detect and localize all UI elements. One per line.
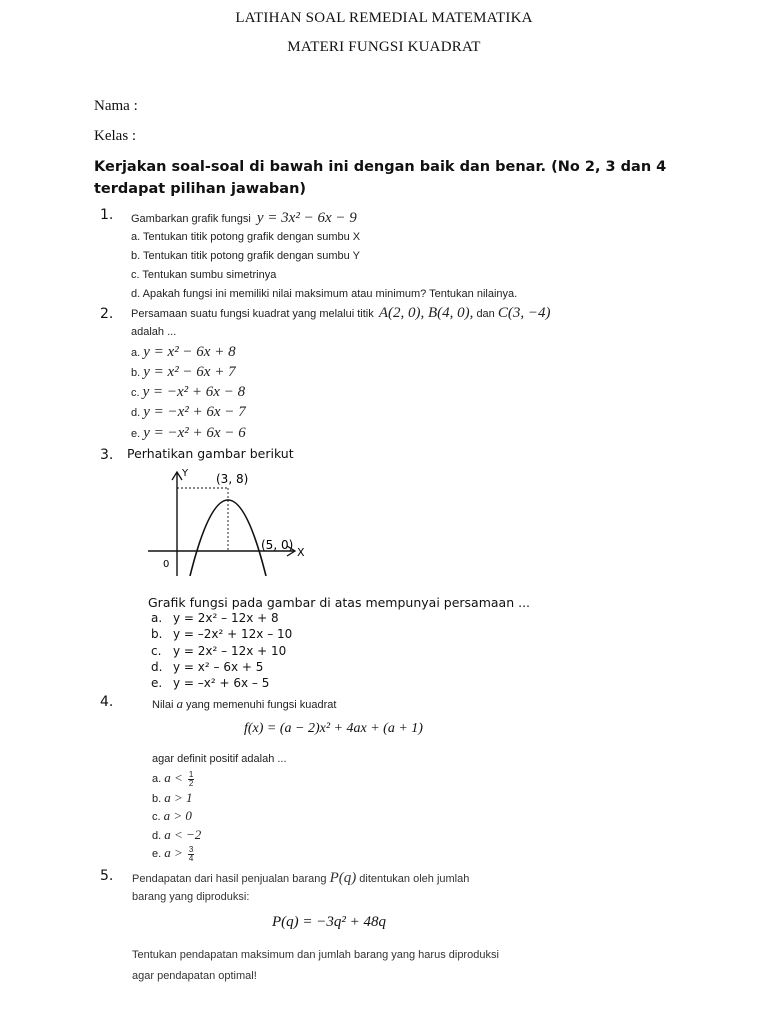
option-d: d. y = x² – 6x + 5 bbox=[151, 660, 264, 674]
option-c: c. y = −x² + 6x − 8 bbox=[131, 384, 246, 400]
option-e: e. y = −x² + 6x − 6 bbox=[131, 425, 246, 441]
origin-label: 0 bbox=[163, 559, 170, 570]
question-number: 1. bbox=[100, 207, 114, 223]
question-text: Persamaan suatu fungsi kuadrat yang melalui titik A(2, 0), B(4, 0), dan C(3, −4) bbox=[131, 305, 551, 321]
option-b: b. y = x² − 6x + 7 bbox=[131, 364, 236, 380]
question-text: Perhatikan gambar berikut bbox=[127, 446, 294, 461]
sub-item: b. Tentukan titik potong grafik dengan sumbu Y bbox=[131, 250, 360, 262]
question-number: 5. bbox=[100, 868, 114, 884]
option-c: c. y = 2x² – 12x + 10 bbox=[151, 644, 287, 658]
question-prompt: Grafik fungsi pada gambar di atas mempunyai persamaan ... bbox=[148, 595, 531, 610]
instruction: Kerjakan soal-soal di bawah ini dengan baik dan benar. (No 2, 3 dan 4 terdapat pilihan jawaban) bbox=[94, 159, 667, 197]
question-tail: adalah ... bbox=[131, 326, 177, 338]
question-number: 2. bbox=[100, 306, 114, 322]
vertex-label: (3, 8) bbox=[216, 472, 249, 486]
option-e: e. y = –x² + 6x – 5 bbox=[151, 676, 270, 690]
equation: P(q) = −3q² + 48q bbox=[272, 914, 387, 930]
page-subtitle: MATERI FUNGSI KUADRAT bbox=[287, 39, 481, 55]
equation: f(x) = (a − 2)x² + 4ax + (a + 1) bbox=[244, 721, 423, 736]
equation: y = 3x² − 6x − 9 bbox=[256, 210, 357, 226]
option-d: d. a < −2 bbox=[152, 827, 202, 842]
sub-item: c. Tentukan sumbu simetrinya bbox=[131, 269, 277, 281]
class-field: Kelas : bbox=[94, 128, 137, 144]
question-task-line2: agar pendapatan optimal! bbox=[132, 970, 257, 982]
question-text: Nilai a yang memenuhi fungsi kuadrat bbox=[152, 696, 337, 711]
root-label: (5, 0) bbox=[261, 538, 294, 552]
parabola-graph bbox=[140, 464, 320, 576]
sub-item: a. Tentukan titik potong grafik dengan sumbu X bbox=[131, 231, 361, 243]
question-tail: agar definit positif adalah ... bbox=[152, 753, 287, 765]
option-a: a. y = x² − 6x + 8 bbox=[131, 344, 236, 360]
sub-item: d. Apakah fungsi ini memiliki nilai maksimum atau minimum? Tentukan nilainya. bbox=[131, 288, 518, 300]
question-number: 4. bbox=[100, 694, 114, 710]
question-number: 3. bbox=[100, 447, 114, 463]
question-text: Pendapatan dari hasil penjualan barang P(q) ditentukan oleh jumlah bbox=[132, 870, 470, 886]
option-c: c. a > 0 bbox=[152, 808, 192, 823]
y-axis-label: Y bbox=[182, 468, 189, 479]
option-e: e. a > $\frac{3}{4}$ bbox=[152, 844, 194, 863]
option-b: b. a > 1 bbox=[152, 790, 193, 805]
question-text-line2: barang yang diproduksi: bbox=[132, 891, 250, 903]
page-title: LATIHAN SOAL REMEDIAL MATEMATIKA bbox=[235, 10, 533, 26]
question-task-line1: Tentukan pendapatan maksimum dan jumlah barang yang harus diproduksi bbox=[132, 949, 499, 961]
option-d: d. y = −x² + 6x − 7 bbox=[131, 404, 246, 420]
question-text: Gambarkan grafik fungsi y = 3x² − 6x − 9 bbox=[131, 210, 357, 226]
option-a: a. y = 2x² – 12x + 8 bbox=[151, 611, 279, 625]
option-a: a. a < $\frac{1}{2}$ bbox=[152, 769, 194, 788]
name-field: Nama : bbox=[94, 98, 138, 114]
option-b: b. y = –2x² + 12x – 10 bbox=[151, 627, 293, 641]
x-axis-label: X bbox=[297, 546, 305, 559]
